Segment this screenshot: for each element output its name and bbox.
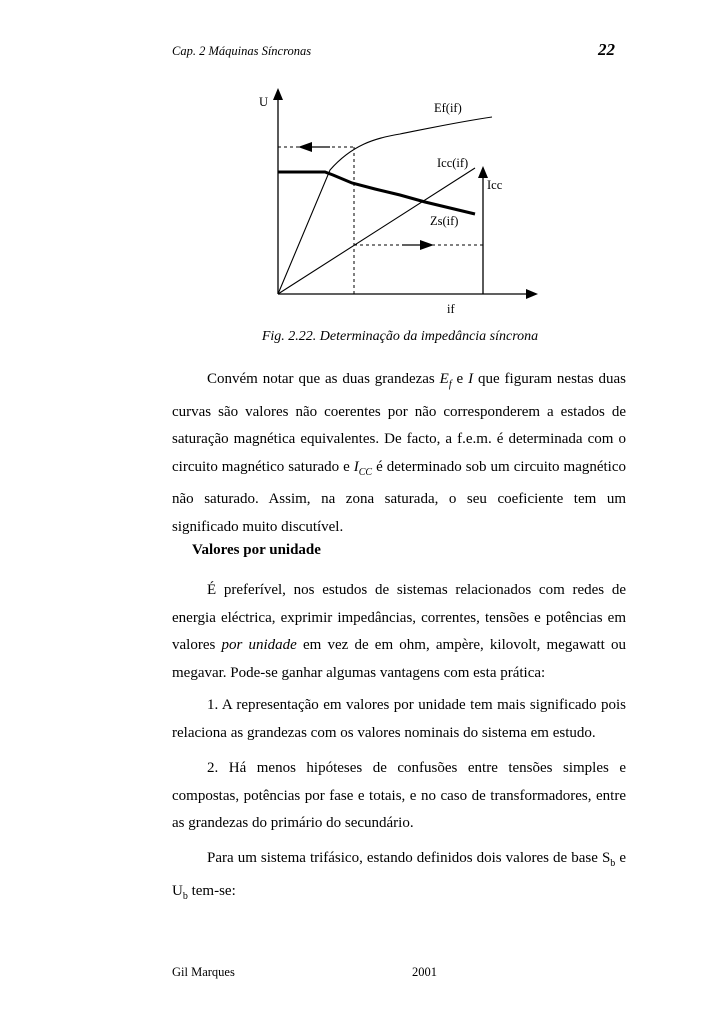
u-axis-label: U (259, 95, 269, 109)
ef-curve-label: Ef(if) (434, 101, 462, 115)
paragraph-three-phase-base: Para um sistema trifásico, estando definidos dois valores de base $S_b$ e $U_b$ tem-se: (172, 850, 627, 902)
section-heading-per-unit: Valores por unidade (192, 542, 321, 558)
paragraph-coherence-note: Convém notar que as duas grandezas $E_f$ e I que figuram nestas duas curvas são valores não coerentes por não corresponderem a estados de saturação magnética equivalentes. De facto, a f.e.m. é determinada com o circuito magnético saturado e $I_{CC}$ é determinado sob um circuito magnético não saturado. Assim, na zona saturada, o seu coeficiente tem um significado muito discutível. (172, 371, 626, 535)
zs-curve-label: Zs(if) (430, 214, 459, 228)
icc-axis-arrowhead (478, 166, 488, 178)
paragraph-advantage-2: 2. Há menos hipóteses de confusões entre tensões simples e compostas, potências por fase e totais, e no caso de transformadores, entre as grandezas do primário do secundário. (172, 760, 626, 831)
icc-curve (278, 168, 475, 294)
zs-curve (278, 172, 475, 214)
u-axis-arrowhead (273, 88, 283, 100)
icc-curve-label: Icc(if) (437, 156, 469, 170)
running-header-chapter: Cap. 2 Máquinas Síncronas (172, 44, 312, 58)
footer-author: Gil Marques (172, 965, 235, 979)
arrow-left-head (298, 142, 312, 152)
paragraph-advantage-1: 1. A representação em valores por unidade tem mais significado pois relaciona as grandezas com os valores nominais do sistema em estudo. (172, 697, 626, 741)
page-number: 22 (598, 40, 615, 59)
if-axis-label: if (447, 302, 455, 316)
figure-caption: Fig. 2.22. Determinação da impedância síncrona (261, 329, 539, 344)
if-axis-arrowhead (526, 289, 538, 299)
paragraph-per-unit-intro: É preferível, nos estudos de sistemas relacionados com redes de energia eléctrica, exprimir impedâncias, correntes, tensões e potências em valores por unidade em vez de em ohm, ampère, kilovolt, megawatt ou megavar. Pode-se ganhar algumas vantagens com esta prática: (172, 582, 626, 681)
arrow-right-head (420, 240, 434, 250)
figure-synchronous-impedance (0, 0, 728, 330)
footer-year: 2001 (412, 965, 437, 979)
icc-axis-label: Icc (487, 178, 503, 192)
